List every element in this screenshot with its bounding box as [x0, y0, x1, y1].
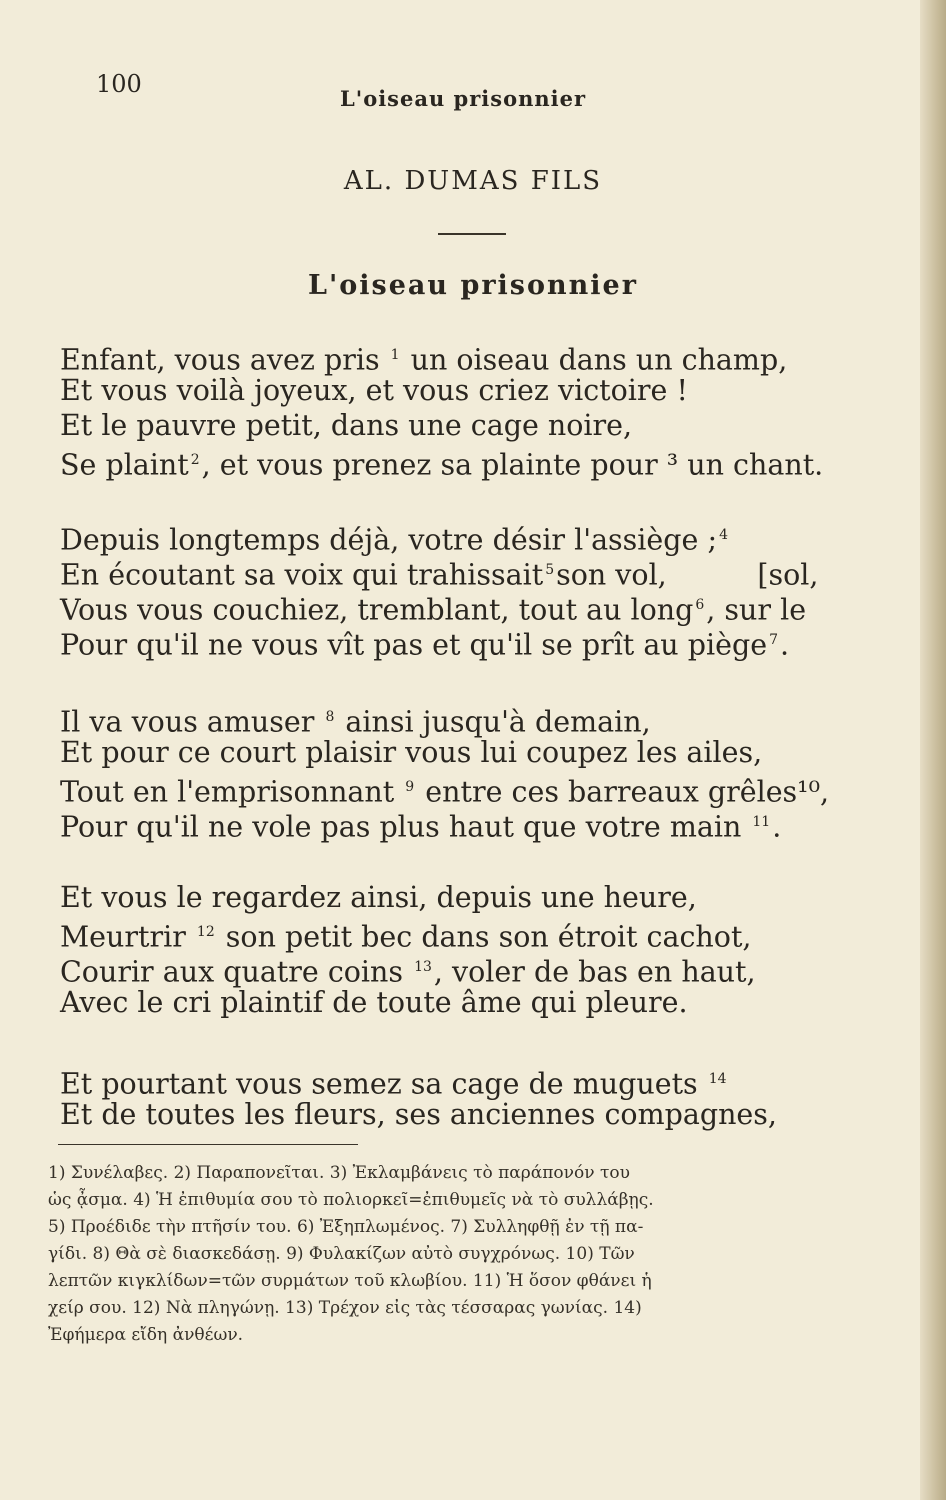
stanza-2 [60, 518, 860, 662]
note-marker: 9 [405, 779, 415, 795]
footnote-divider [58, 1144, 358, 1145]
verse-line: Et pour ce court plaisir vous lui coupez les ailes, [60, 736, 763, 769]
verse-line: Et le pauvre petit, dans une cage noire, [60, 409, 633, 442]
verse-line: Enfant, vous avez pris $^1$ un oiseau dans un champ, [60, 343, 788, 377]
author-name: AL. DUMAS FILS [343, 166, 603, 196]
verse-line: Pour qu'il ne vous vît pas et qu'il se prît au piège $^7$. [60, 628, 790, 662]
note-marker: 5 [545, 562, 555, 578]
note-marker: 7 [769, 632, 778, 648]
stanza-3 [60, 700, 860, 844]
verse-line: En écoutant sa voix qui trahissait $^5$son vol, [sol, [60, 558, 819, 592]
footnote-line: 1) Συνέλαβες. 2) Παραπονεῖται. 3) Ἐκλαμβάνεις τὸ παράπονόν του [48, 1163, 630, 1183]
verse-line: Tout en l'emprisonnant $^9$ entre ces barreaux grêles¹⁰, [60, 775, 830, 809]
verse-line: Et vous voilà joyeux, et vous criez victoire ! [60, 374, 688, 407]
verse-line: Pour qu'il ne vole pas plus haut que votre main $^{11}$. [60, 810, 782, 844]
note-marker: 8 [325, 709, 335, 725]
verse-line: Courir aux quatre coins $^{13}$, voler de bas en haut, [60, 955, 756, 989]
verse-line: Meurtrir $^{12}$ son petit bec dans son étroit cachot, [60, 920, 752, 954]
page-edge [920, 0, 946, 1500]
footnote-line: γίδι. 8) Θὰ σὲ διασκεδάσῃ. 9) Φυλακίζων αὐτὸ συγχρόνως. 10) Τῶν [48, 1244, 635, 1264]
running-head: L'oiseau prisonnier [340, 86, 587, 111]
stanza-1 [60, 338, 860, 482]
stanza-4 [60, 880, 860, 1020]
note-marker: 11 [752, 814, 771, 830]
footnote-line: 5) Προέδιδε τὴν πτῆσίν του. 6) Ἐξηπλωμένος. 7) Συλληφθῇ ἐν τῇ πα- [48, 1217, 644, 1237]
title-divider [438, 233, 506, 235]
poem-title: L'oiseau prisonnier [308, 270, 638, 301]
verse-line: Et pourtant vous semez sa cage de muguets $^{14}$ [60, 1067, 727, 1101]
verse-line: Avec le cri plaintif de toute âme qui pleure. [60, 986, 688, 1019]
note-marker: 2 [190, 452, 200, 468]
footnote-line: λεπτῶν κιγκλίδων=τῶν συρμάτων τοῦ κλωβίου. 11) Ἡ ὅσον φθάνει ἡ [48, 1271, 652, 1291]
footnote-line: Ἐφήμερα εἴδη ἀνθέων. [48, 1325, 244, 1345]
stanza-5 [60, 1062, 860, 1132]
footnote-line: ὡς ᾆσμα. 4) Ἡ ἐπιθυμία σου τὸ πολιορκεῖ=ἐπιθυμεῖς νὰ τὸ συλλάβῃς. [48, 1190, 654, 1210]
verse-line: Et de toutes les fleurs, ses anciennes compagnes, [60, 1098, 777, 1131]
verse-line: Se plaint $^2$, et vous prenez sa plainte pour ³ un chant. [60, 448, 824, 482]
note-marker: 4 [719, 527, 728, 543]
verse-line: Et vous le regardez ainsi, depuis une heure, [60, 881, 697, 914]
note-marker: 1 [390, 347, 400, 363]
footnote-line: χείρ σου. 12) Νὰ πληγώνῃ. 13) Τρέχον εἰς τὰς τέσσαρας γωνίας. 14) [48, 1298, 642, 1318]
note-marker: 13 [414, 959, 432, 975]
verse-line: Vous vous couchiez, tremblant, tout au long $^6$, sur le [60, 593, 807, 627]
note-marker: 6 [695, 597, 705, 613]
footnotes [48, 1160, 828, 1349]
verse-line: Depuis longtemps déjà, votre désir l'assiège ; $^4$ [60, 523, 728, 557]
note-marker: 12 [196, 924, 215, 940]
verse-line: Il va vous amuser $^8$ ainsi jusqu'à demain, [60, 705, 651, 739]
page-number: 100 [96, 70, 142, 98]
note-marker: 14 [708, 1071, 727, 1087]
